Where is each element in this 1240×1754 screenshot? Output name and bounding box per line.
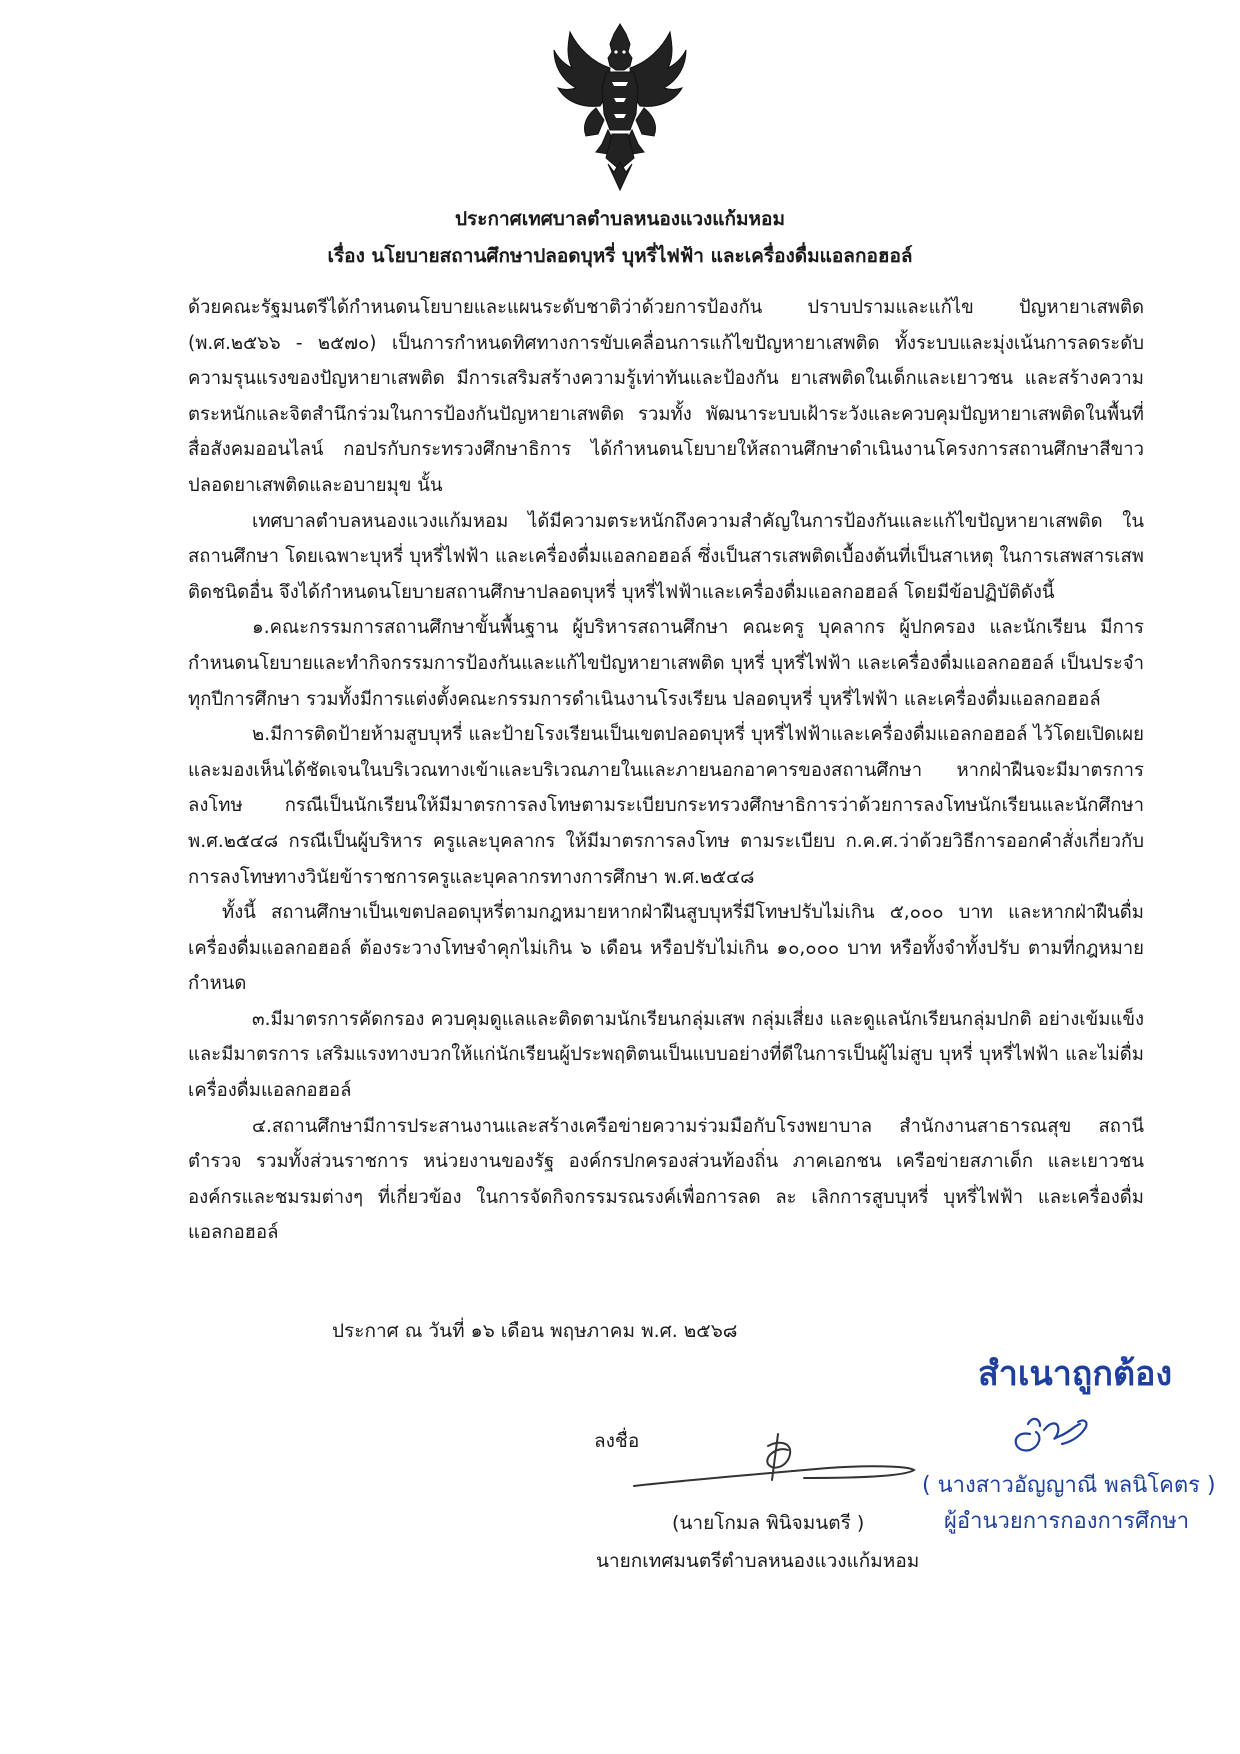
paragraph-item-1: ๑.คณะกรรมการสถานศึกษาขั้นพื้นฐาน ผู้บริหารสถานศึกษา คณะครู บุคลากร ผู้ปกครอง และนักเรียน มีการกำหนดนโยบายและทำกิจกรรมการป้องกันและแก้ไขปัญหายาเสพติด บุหรี่ บุหรี่ไฟฟ้า และเครื่องดื่มแอลกอฮอล์ เป็นประจำทุกปีการศึกษา รวมทั้งมีการแต่งตั้งคณะกรรมการดำเนินงานโรงเรียน ปลอดบุหรี่ บุหรี่ไฟฟ้า และเครื่องดื่มแอลกอฮอล์ xyxy=(188,617,1144,710)
announcement-date: ประกาศ ณ วันที่ ๑๖ เดือน พฤษภาคม พ.ศ. ๒๕๖๘ xyxy=(332,1320,738,1342)
document-title: ประกาศเทศบาลตำบลหนองแวงแก้มหอม xyxy=(455,208,785,230)
certified-copy-stamp: สำเนาถูกต้อง xyxy=(978,1354,1173,1394)
document-body xyxy=(188,290,1144,1251)
garuda-emblem xyxy=(552,22,688,194)
paragraph-preamble: ด้วยคณะรัฐมนตรีได้กำหนดนโยบายและแผนระดับชาติว่าด้วยการป้องกัน ปราบปรามและแก้ไข ปัญหายาเสพติด (พ.ศ.๒๕๖๖ - ๒๕๗๐) เป็นการกำหนดทิศทางการขับเคลื่อนการแก้ไขปัญหายาเสพติด ทั้งระบบและมุ่งเน้นการลดระดับความรุนแรงของปัญหายาเสพติด มีการเสริมสร้างความรู้เท่าทันและป้องกัน ยาเสพติดในเด็กและเยาวชน และสร้างความตระหนักและจิตสำนึกร่วมในการป้องกันปัญหายาเสพติด รวมทั้ง พัฒนาระบบเฝ้าระวังและควบคุมปัญหายาเสพติดในพื้นที่สื่อสังคมออนไลน์ กอปรกับกระทรวงศึกษาธิการ ได้กำหนดนโยบายให้สถานศึกษาดำเนินงานโครงการสถานศึกษาสีขาว ปลอดยาเสพติดและอบายมุข นั้น xyxy=(188,297,1144,496)
paragraph-item-4: ๔.สถานศึกษามีการประสานงานและสร้างเครือข่ายความร่วมมือกับโรงพยาบาล สำนักงานสาธารณสุข สถานีตำรวจ รวมทั้งส่วนราชการ หน่วยงานของรัฐ องค์กรปกครองส่วนท้องถิ่น ภาคเอกชน เครือข่ายสภาเด็ก และเยาวชน องค์กรและชมรมต่างๆ ที่เกี่ยวข้อง ในการจัดกิจกรรมรณรงค์เพื่อการลด ละ เลิกการสูบบุหรี่ บุหรี่ไฟฟ้า และเครื่องดื่มแอลกอฮอล์ xyxy=(188,1115,1144,1244)
certifier-signature-mark xyxy=(1000,1400,1120,1460)
document-subject: เรื่อง นโยบายสถานศึกษาปลอดบุหรี่ บุหรี่ไฟฟ้า และเครื่องดื่มแอลกอฮอล์ xyxy=(327,245,913,267)
signature-mark xyxy=(628,1428,920,1494)
paragraph-policy-intro: เทศบาลตำบลหนองแวงแก้มหอม ได้มีความตระหนักถึงความสำคัญในการป้องกันและแก้ไขปัญหายาเสพติด ในสถานศึกษา โดยเฉพาะบุหรี่ บุหรี่ไฟฟ้า และเครื่องดื่มแอลกอฮอล์ ซึ่งเป็นสารเสพติดเบื้องต้นที่เป็นสาเหตุ ในการเสพสารเสพติดชนิดอื่น จึงได้กำหนดนโยบายสถานศึกษาปลอดบุหรี่ บุหรี่ไฟฟ้าและเครื่องดื่มแอลกอฮอล์ โดยมีข้อปฏิบัติดังนี้ xyxy=(188,510,1144,603)
signer-name: (นายโกมล พินิจมนตรี ) xyxy=(672,1512,865,1534)
signer-position: นายกเทศมนตรีตำบลหนองแวงแก้มหอม xyxy=(596,1550,920,1572)
certifier-name: ( นางสาวอัญญาณี พลนิโคตร ) xyxy=(922,1473,1216,1498)
signature-label: ลงชื่อ xyxy=(594,1430,640,1452)
paragraph-item-2: ๒.มีการติดป้ายห้ามสูบบุหรี่ และป้ายโรงเรียนเป็นเขตปลอดบุหรี่ บุหรี่ไฟฟ้าและเครื่องดื่มแอลกอฮอล์ ไว้โดยเปิดเผยและมองเห็นได้ชัดเจนในบริเวณทางเข้าและบริเวณภายในและภายนอกอาคารของสถานศึกษา หากฝ่าฝืนจะมีมาตรการลงโทษ กรณีเป็นนักเรียนให้มีมาตรการลงโทษตามระเบียบกระทรวงศึกษาธิการว่าด้วยการลงโทษนักเรียนและนักศึกษา พ.ศ.๒๕๔๘ กรณีเป็นผู้บริหาร ครูและบุคลากร ให้มีมาตรการลงโทษ ตามระเบียบ ก.ค.ศ.ว่าด้วยวิธีการออกคำสั่งเกี่ยวกับการลงโทษทางวินัยข้าราชการครูและบุคลากรทางการศึกษา พ.ศ.๒๕๔๘ xyxy=(188,724,1144,888)
certifier-position: ผู้อำนวยการกองการศึกษา xyxy=(944,1509,1190,1534)
paragraph-legal-penalty: ทั้งนี้ สถานศึกษาเป็นเขตปลอดบุหรี่ตามกฎหมายหากฝ่าฝืนสูบบุหรี่มีโทษปรับไม่เกิน ๕,๐๐๐ บาท และหากฝ่าฝืนดื่มเครื่องดื่มแอลกอฮอล์ ต้องระวางโทษจำคุกไม่เกิน ๖ เดือน หรือปรับไม่เกิน ๑๐,๐๐๐ บาท หรือทั้งจำทั้งปรับ ตามที่กฎหมายกำหนด xyxy=(188,902,1144,995)
paragraph-item-3: ๓.มีมาตรการคัดกรอง ควบคุมดูแลและติดตามนักเรียนกลุ่มเสพ กลุ่มเสี่ยง และดูแลนักเรียนกลุ่มปกติ อย่างเข้มแข็ง และมีมาตรการ เสริมแรงทางบวกให้แก่นักเรียนผู้ประพฤติตนเป็นแบบอย่างที่ดีในการเป็นผู้ไม่สูบ บุหรี่ บุหรี่ไฟฟ้า และไม่ดื่มเครื่องดื่มแอลกอฮอล์ xyxy=(188,1008,1144,1102)
